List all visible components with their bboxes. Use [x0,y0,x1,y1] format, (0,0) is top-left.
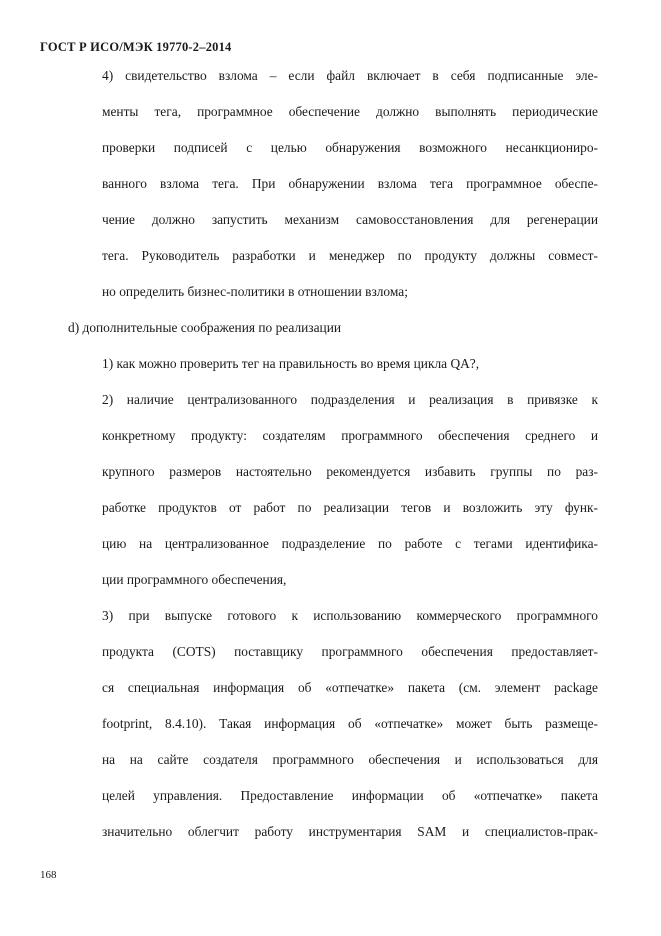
text-line: чение должно запустить механизм самовосстановления для регенерации [102,212,598,227]
text-line: значительно облегчит работу инструментария SAM и специалистов-прак- [102,824,598,839]
text-line: менты тега, программное обеспечение должно выполнять периодические [102,104,598,119]
text-line: тега. Руководитель разработки и менеджер по продукту должны совмест- [102,248,598,263]
text-line: продукта (COTS) поставщику программного обеспечения предоставляет- [102,644,598,659]
text-line: проверки подписей с целью обнаружения возможного несанкциониро- [102,140,598,155]
text-line: но определить бизнес-политики в отношении взлома; [102,284,408,299]
text-line: ванного взлома тега. При обнаружении взлома тега программное обеспе- [102,176,598,191]
text-line: на на сайте создателя программного обеспечения и использоваться для [102,752,598,767]
text-line: ся специальная информация об «отпечатке» пакета (см. элемент package [102,680,598,695]
text-line: целей управления. Предоставление информации об «отпечатке» пакета [102,788,598,803]
text-line: конкретному продукту: создателям программного обеспечения среднего и [102,428,598,443]
text-line: работке продуктов от работ по реализации тегов и возложить эту функ- [102,500,598,515]
text-line: 4) свидетельство взлома – если файл включает в себя подписанные эле- [102,68,598,83]
text-line: footprint, 8.4.10). Такая информация об «отпечатке» может быть размеще- [102,716,598,731]
text-line: 3) при выпуске готового к использованию коммерческого программного [102,608,598,623]
text-line: 2) наличие централизованного подразделения и реализация в привязке к [102,392,598,407]
page-number: 168 [40,869,57,881]
section-heading: d) дополнительные соображения по реализации [68,320,342,335]
text-line: ции программного обеспечения, [102,572,287,587]
text-line: цию на централизованное подразделение по работе с тегами идентифика- [102,536,598,551]
text-line: крупного размеров настоятельно рекомендуется избавить группы по раз- [102,464,598,479]
document-header: ГОСТ Р ИСО/МЭК 19770-2–2014 [40,40,232,54]
text-line: 1) как можно проверить тег на правильность во время цикла QA?, [102,356,480,371]
